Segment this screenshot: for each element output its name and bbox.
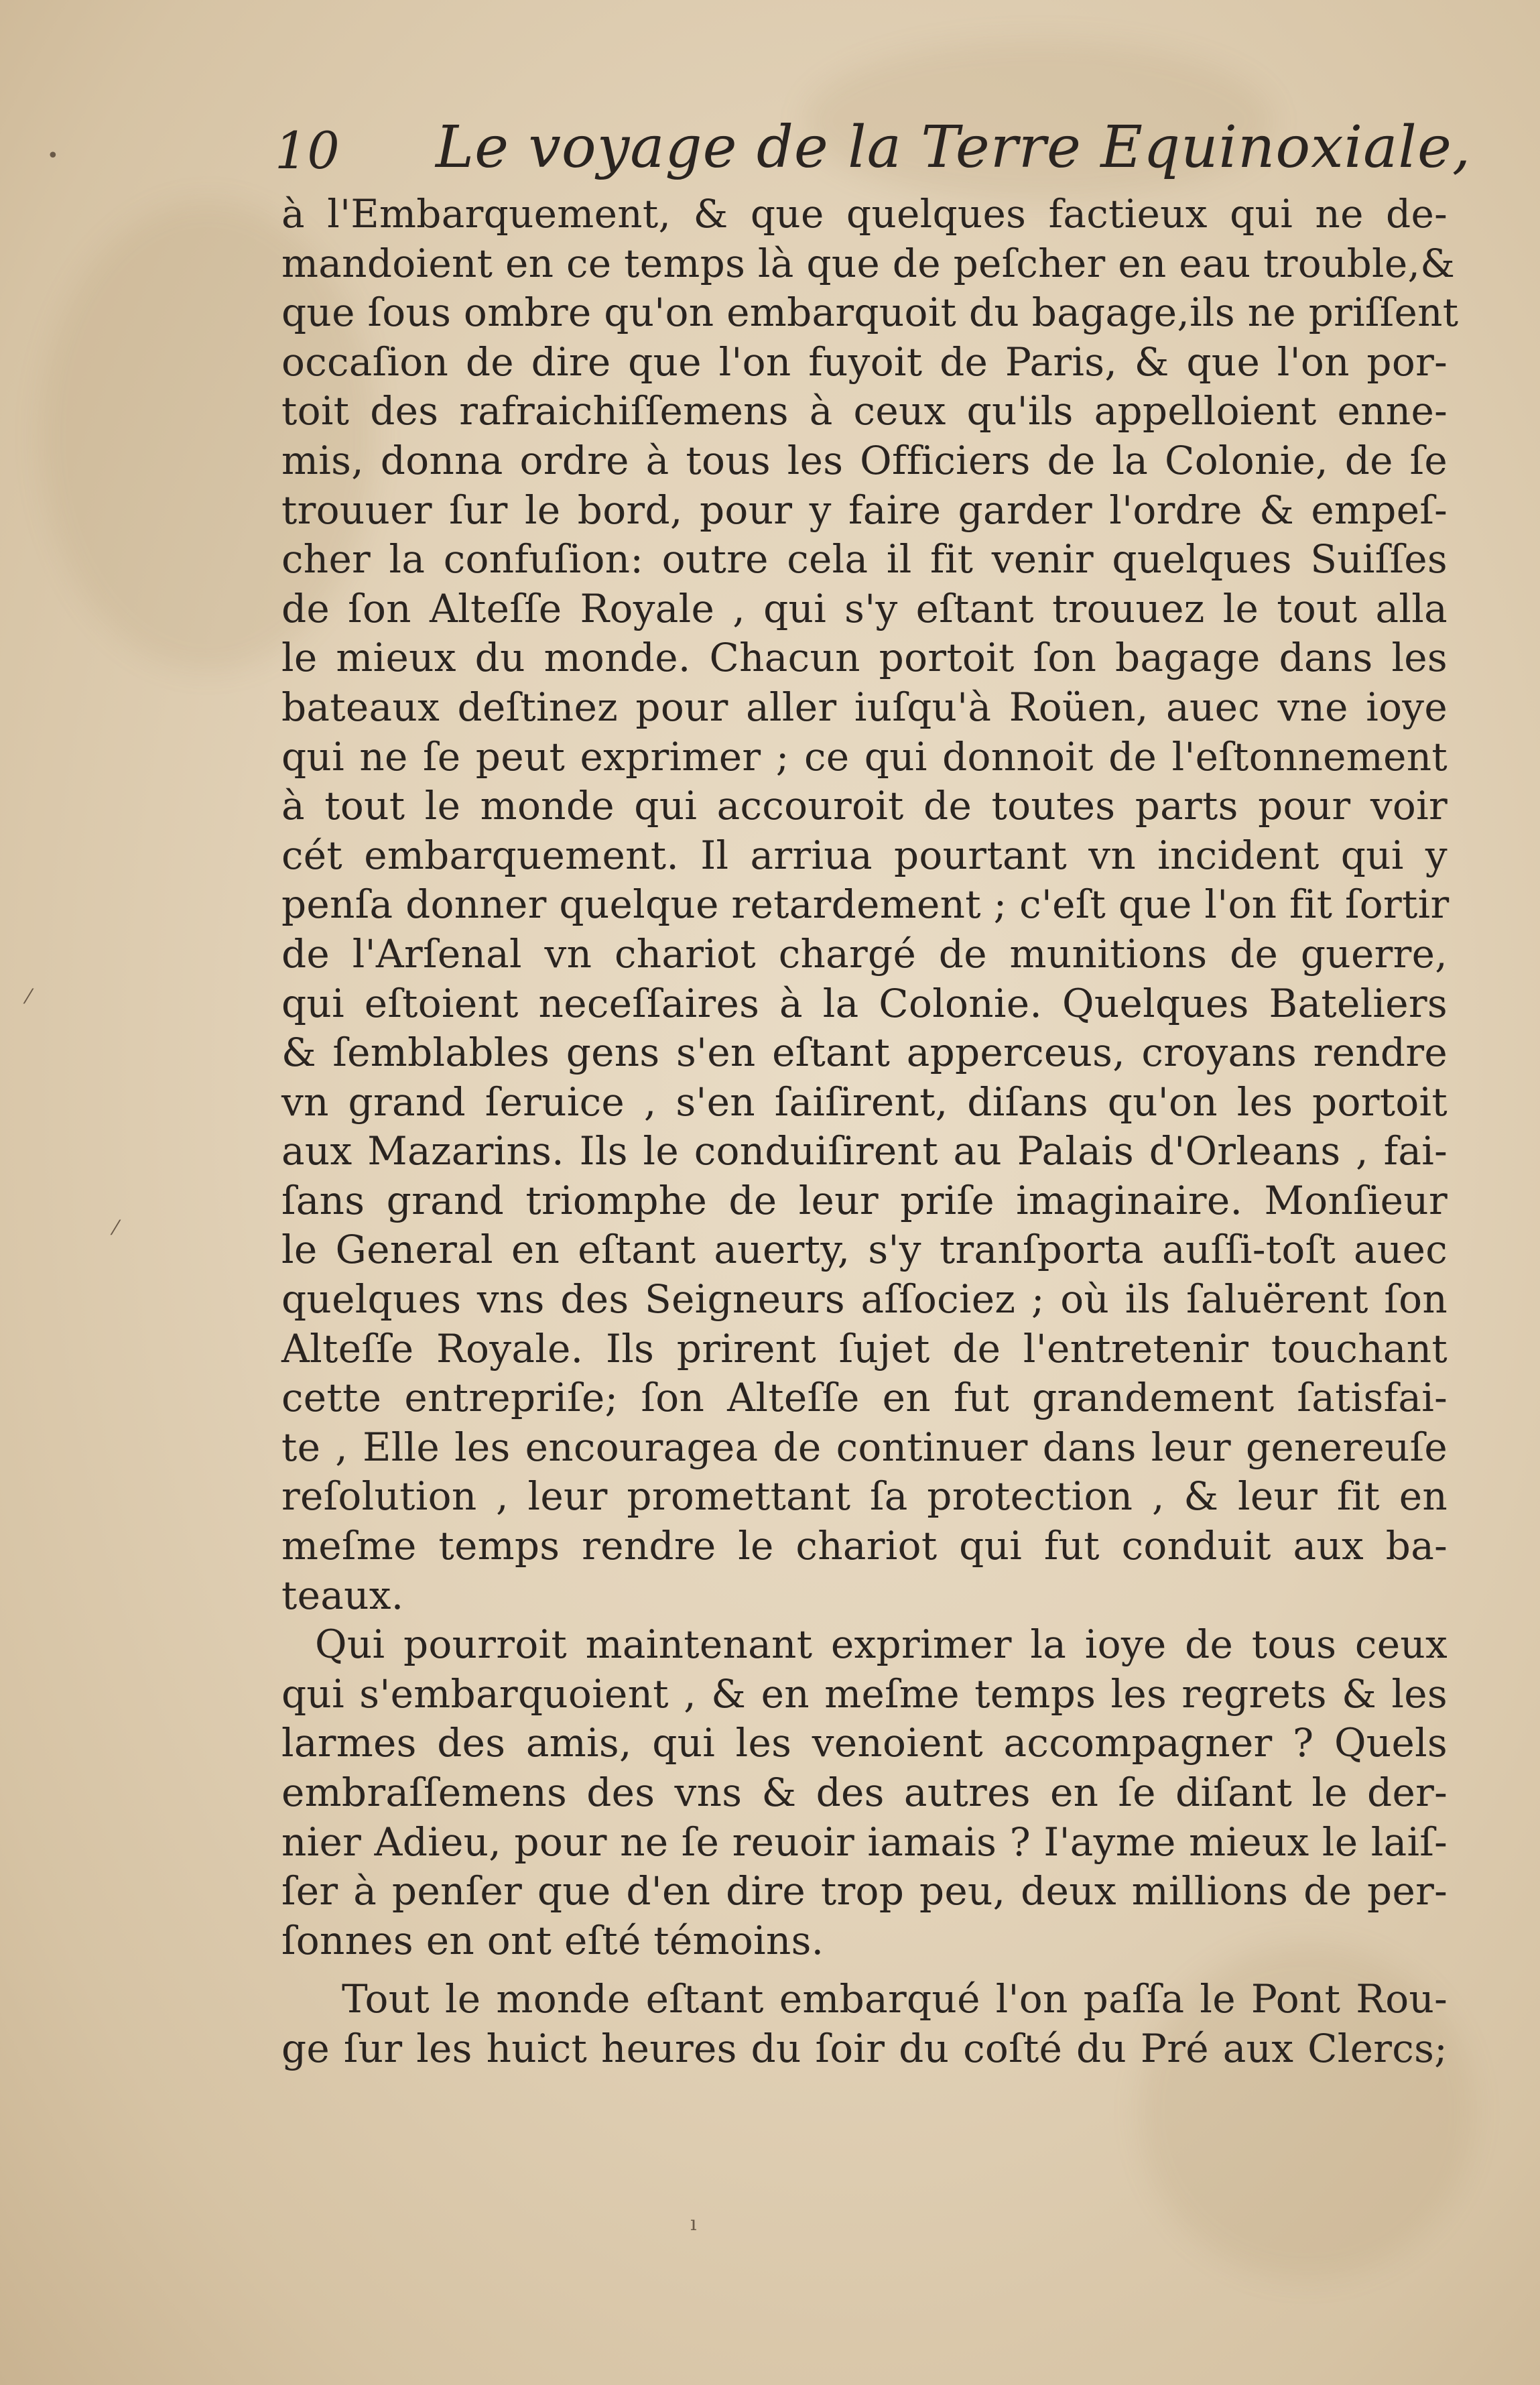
paragraph-3	[281, 1975, 1448, 2073]
text-line: qui s'embarquoient , & en meſme temps les regrets & les	[281, 1670, 1448, 1717]
text-line: vn grand ſeruice , s'en ſaiſirent, diſans qu'on les portoit	[281, 1079, 1448, 1125]
text-line: embraſſemens des vns & des autres en ſe diſant le der-	[281, 1770, 1448, 1815]
text-line: ge ſur les huict heures du ſoir du coſté du Pré aux Clercs;	[281, 2025, 1448, 2071]
text-line: Tout le monde eſtant embarqué l'on paſſa le Pont Rou-	[342, 1976, 1448, 2022]
text-line: toit des rafraichiſſemens à ceux qu'ils appelloient enne-	[281, 388, 1448, 434]
text-line: aux Mazarins. Ils le conduiſirent au Palais d'Orleans , fai-	[281, 1128, 1448, 1174]
text-line: larmes des amis, qui les venoient accompagner ? Quels	[281, 1720, 1448, 1766]
text-line: que ſous ombre qu'on embarquoit du bagage,ils ne priſſent	[281, 290, 1459, 336]
paragraph-2	[281, 1620, 1448, 1965]
text-line: de l'Arſenal vn chariot chargé de munitions de guerre,	[281, 930, 1448, 977]
text-line: ſer à penſer que d'en dire trop peu, deux millions de per-	[281, 1868, 1448, 1914]
paragraph-spacer	[281, 1965, 1448, 1975]
text-line: quelques vns des Seigneurs aſſociez ; où ils ſaluërent ſon	[281, 1276, 1448, 1323]
text-line: meſme temps rendre le chariot qui fut conduit aux ba-	[281, 1523, 1448, 1569]
text-line: occaſion de dire que l'on fuyoit de Paris, & que l'on por-	[281, 339, 1448, 385]
text-line: de ſon Alteſſe Royale , qui s'y eſtant trouuez le tout alla	[281, 585, 1448, 631]
ink-speck: ⁄	[27, 985, 31, 1009]
ink-speck: ı	[690, 2212, 697, 2236]
text-line: nier Adieu, pour ne ſe reuoir iamais ? I'ayme mieux le laiſ-	[281, 1819, 1448, 1865]
page-number: 10	[275, 121, 340, 180]
page-header	[268, 114, 1472, 188]
text-line: penſa donner quelque retardement ; c'eſt que l'on fit ſortir	[281, 881, 1450, 928]
text-line: qui eſtoient neceſſaires à la Colonie. Quelques Bateliers	[281, 980, 1448, 1026]
text-line: cét embarquement. Il arriua pourtant vn incident qui y	[281, 832, 1448, 878]
text-line: à l'Embarquement, & que quelques factieux qui ne de-	[281, 191, 1448, 237]
text-line: mandoient en ce temps là que de peſcher en eau trouble,&	[281, 240, 1456, 286]
text-line: te , Elle les encouragea de continuer dans leur genereuſe	[281, 1424, 1448, 1470]
text-line: à tout le monde qui accouroit de toutes parts pour voir	[281, 783, 1448, 829]
ink-speck: ⁄	[114, 1217, 118, 1240]
running-title: Le voyage de la Terre Equinoxiale,	[436, 114, 1472, 181]
text-line: teaux.	[281, 1572, 404, 1618]
body-text	[281, 190, 1459, 2074]
text-line: qui ne ſe peut exprimer ; ce qui donnoit de l'eſtonnement	[281, 733, 1448, 780]
text-line: ſans grand triomphe de leur priſe imaginaire. Monſieur	[281, 1177, 1448, 1223]
text-line: Qui pourroit maintenant exprimer la ioye de tous ceux	[315, 1622, 1448, 1668]
text-line: le mieux du monde. Chacun portoit ſon bagage dans les	[281, 635, 1448, 681]
text-line: Alteſſe Royale. Ils prirent ſujet de l'entretenir touchant	[281, 1325, 1448, 1371]
text-line: trouuer ſur le bord, pour y faire garder l'ordre & empeſ-	[281, 487, 1448, 533]
text-line: le General en eſtant auerty, s'y tranſporta auſſi-toſt auec	[281, 1227, 1448, 1273]
text-line: reſolution , leur promettant ſa protection , & leur fit en	[281, 1473, 1448, 1520]
text-line: cette entrepriſe; ſon Alteſſe en fut grandement ſatisfai-	[281, 1375, 1448, 1421]
text-line: & ſemblables gens s'en eſtant apperceus, croyans rendre	[281, 1030, 1448, 1076]
text-line: bateaux deſtinez pour aller iuſqu'à Roüen, auec vne ioye	[281, 684, 1448, 730]
text-line: ſonnes en ont eſté témoins.	[281, 1917, 824, 1963]
text-line: cher la confuſion: outre cela il fit venir quelques Suiſſes	[281, 536, 1448, 583]
paragraph-1	[281, 190, 1459, 1620]
ink-speck: •	[47, 144, 59, 168]
text-line: mis, donna ordre à tous les Officiers de la Colonie, de ſe	[281, 437, 1448, 483]
